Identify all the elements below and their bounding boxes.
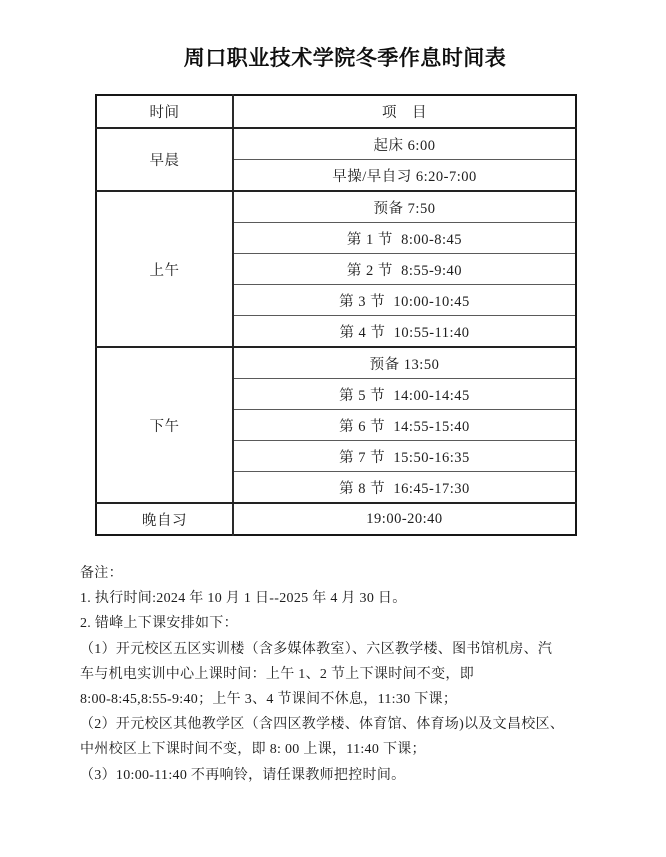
remark-line: 8:00-8:45,8:55-9:40；上午 3、4 节课间不休息，11:30 下课；	[80, 692, 458, 708]
table-row	[96, 503, 576, 535]
schedule-cell: 第 3 节 10:00-10:45	[233, 285, 576, 316]
group-label-evening-study: 晚自习	[96, 503, 233, 535]
remarks-section	[80, 561, 602, 788]
remark-line: （2）开元校区其他教学区（含四区教学楼、体育馆、体育场)以及文昌校区、	[80, 717, 565, 733]
schedule-cell: 第 6 节 14:55-15:40	[233, 410, 576, 441]
schedule-table	[95, 94, 577, 536]
table-row	[96, 128, 576, 160]
schedule-cell: 预备 13:50	[233, 347, 576, 379]
group-label-forenoon: 上午	[96, 191, 233, 347]
table-header-row	[96, 95, 576, 128]
remark-line: 中州校区上下课时间不变，即 8: 00 上课，11:40 下课；	[80, 742, 426, 758]
schedule-cell: 第 4 节 10:55-11:40	[233, 316, 576, 348]
schedule-cell: 早操/早自习 6:20-7:00	[233, 160, 576, 192]
schedule-cell: 起床 6:00	[233, 128, 576, 160]
group-label-morning: 早晨	[96, 128, 233, 191]
remark-line: 车与机电实训中心上课时间：上午 1、2 节上下课时间不变，即	[80, 666, 474, 682]
table-row	[96, 191, 576, 223]
table-row	[96, 347, 576, 379]
schedule-cell: 第 1 节 8:00-8:45	[233, 223, 576, 254]
header-item: 项 目	[233, 95, 576, 128]
schedule-cell: 第 8 节 16:45-17:30	[233, 472, 576, 504]
remark-line: （1）开元校区五区实训楼（含多媒体教室）、六区教学楼、图书馆机房、汽	[80, 641, 553, 657]
remark-line: （3）10:00-11:40 不再响铃，请任课教师把控时间。	[80, 767, 406, 783]
page-title: 周口职业技术学院冬季作息时间表	[183, 46, 507, 70]
schedule-cell: 第 7 节 15:50-16:35	[233, 441, 576, 472]
schedule-cell: 第 5 节 14:00-14:45	[233, 379, 576, 410]
schedule-cell: 19:00-20:40	[233, 503, 576, 535]
schedule-cell: 第 2 节 8:55-9:40	[233, 254, 576, 285]
remark-line: 1. 执行时间:2024 年 10 月 1 日--2025 年 4 月 30 日。	[80, 591, 407, 607]
header-time: 时间	[96, 95, 233, 128]
remark-line: 2. 错峰上下课安排如下：	[80, 616, 238, 632]
schedule-cell: 预备 7:50	[233, 191, 576, 223]
remarks-heading: 备注：	[80, 566, 123, 581]
group-label-afternoon: 下午	[96, 347, 233, 503]
